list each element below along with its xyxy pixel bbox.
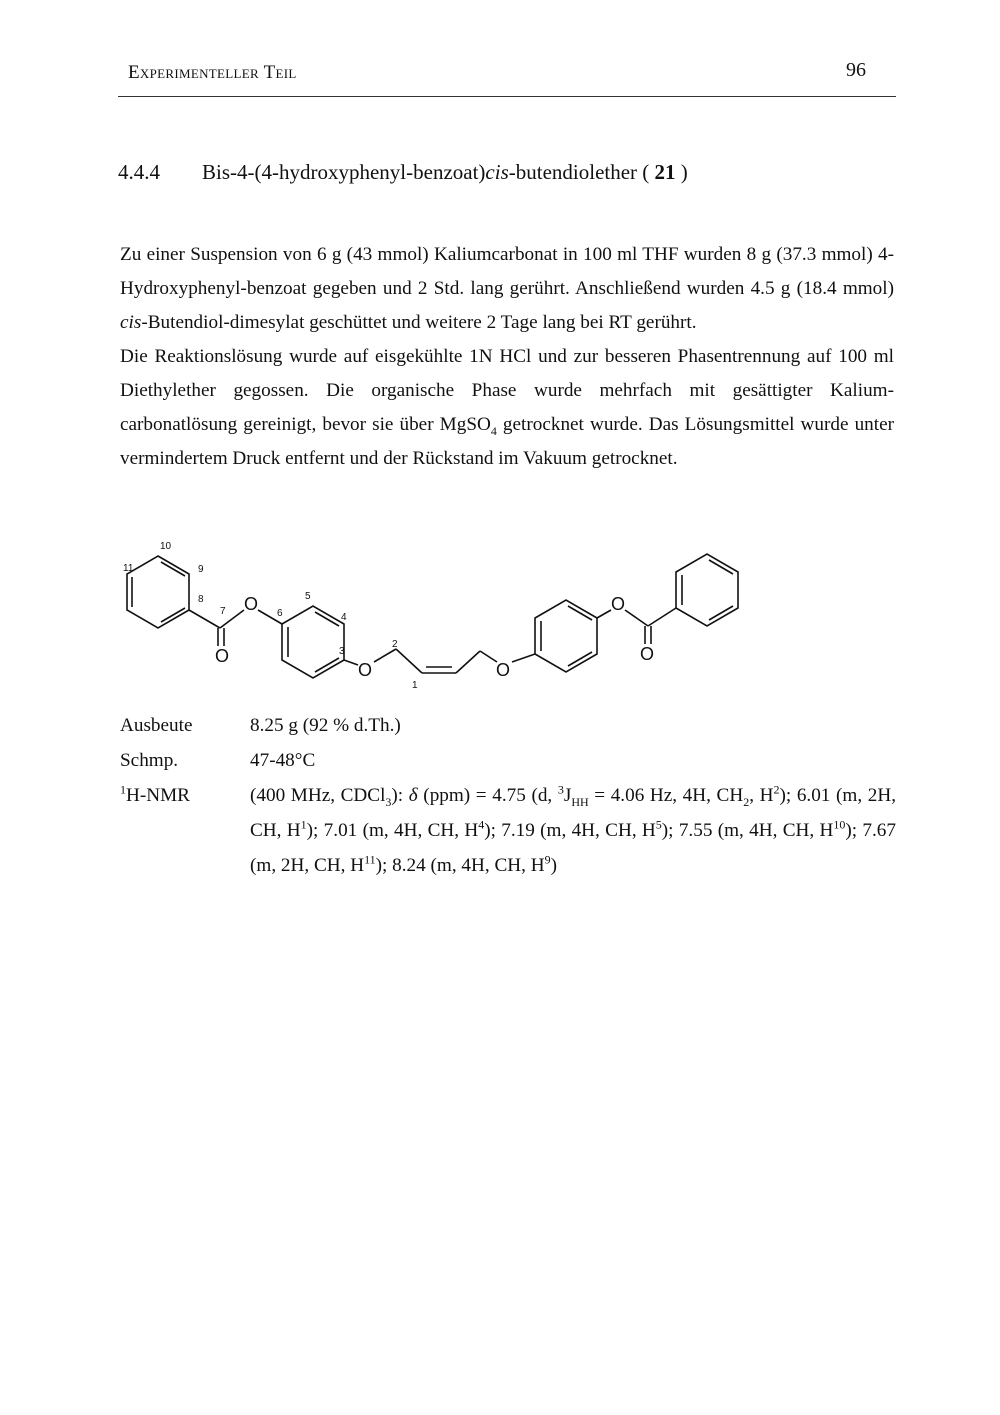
atom-label: O xyxy=(215,646,230,666)
text-run: -Butendiol-dimesylat geschüttet und weitere 2 Tage lang bei RT gerührt. xyxy=(141,312,697,333)
nmr-label xyxy=(120,778,190,813)
nmr-row xyxy=(120,778,896,883)
nmr-value: (400 MHz, CDCl$_3$): δ (ppm) = 4.75 (d, $^3J_{HH} = 4.06$ Hz, 4H, $CH_2$, $H^2$); 6.01 (m, 2H, CH, $H^1$); 7.01 (m, 4H, CH, $H^4$); 7.19 (m, 4H, CH, $H^5$); 7.55 (m, 4H, CH, $H^{10}$); 7.67 (m, 2H, CH, $H^{11}$); 8.24 (m, 4H, CH, $H^9$) xyxy=(250,782,896,876)
structure-numbers xyxy=(123,541,418,691)
atom-number: 8 xyxy=(198,594,204,605)
section-number: 4.4.4 xyxy=(118,160,160,184)
procedure-text xyxy=(120,238,894,476)
page-header xyxy=(118,56,896,97)
atom-number: 4 xyxy=(341,612,347,623)
atom-label: O xyxy=(611,594,626,614)
text-run: Zu einer Suspension von 6 g (43 mmol) Kaliumcarbonat in 100 ml THF wurden 8 g (37.3 mmol) 4-Hydroxyphenyl-benzoat gegeben und 2 Std. lang gerührt. Anschließend wurden 4.5 g (18.4 mmol) xyxy=(120,244,894,299)
atom-number: 3 xyxy=(339,646,345,657)
page-number: 96 xyxy=(846,59,866,81)
characterization-data xyxy=(120,708,896,883)
atom-number: 2 xyxy=(392,639,398,650)
melting-point-value: 47-48°C xyxy=(250,750,316,771)
section-title-part: ) xyxy=(675,160,688,184)
yield-row xyxy=(120,708,896,743)
paragraph xyxy=(120,340,894,476)
text-run: Die Reaktionslösung wurde auf eisgekühlte 1N HCl und zur besseren Phasentrennung auf 100 ml Diethylether gegossen. Die organische Phase wurde mehrfach mit gesättigter Kalium-carbonatlösung gereinigt, bevor sie über MgSO xyxy=(120,346,894,435)
atom-number: 10 xyxy=(160,541,172,552)
paragraph xyxy=(120,238,894,340)
atom-number: 7 xyxy=(220,606,226,617)
subscript: 4 xyxy=(490,423,497,438)
atom-label: O xyxy=(358,660,373,680)
section-heading xyxy=(118,160,688,185)
atom-number: 6 xyxy=(277,608,283,619)
superscript: 1 xyxy=(120,782,126,797)
section-title-part: -butendiolether ( xyxy=(508,160,655,184)
melting-point-label: Schmp. xyxy=(120,750,179,771)
compound-number: 21 xyxy=(654,160,676,184)
text-run: H-NMR xyxy=(126,785,190,806)
atom-number: 11 xyxy=(123,563,134,574)
text-run: getrocknet wurde. Das Lösungsmittel wurde unter vermindertem Druck entfernt und der Rückstand im Vakuum getrocknet. xyxy=(120,414,894,469)
atom-label: O xyxy=(244,594,259,614)
atom-label: O xyxy=(640,644,655,664)
melting-point-row xyxy=(120,743,896,778)
atom-number: 1 xyxy=(412,680,418,691)
atom-number: 9 xyxy=(198,564,204,575)
running-title: Experimenteller Teil xyxy=(128,62,297,83)
section-title-italic: cis xyxy=(485,160,509,184)
section-title-part: Bis-4-(4-hydroxyphenyl-benzoat) xyxy=(202,160,486,184)
italic-run: cis xyxy=(120,312,142,333)
chemical-structure xyxy=(110,530,750,710)
yield-value: 8.25 g (92 % d.Th.) xyxy=(250,715,401,736)
yield-label: Ausbeute xyxy=(120,715,193,736)
atom-number: 5 xyxy=(305,591,311,602)
atom-label: O xyxy=(496,660,511,680)
